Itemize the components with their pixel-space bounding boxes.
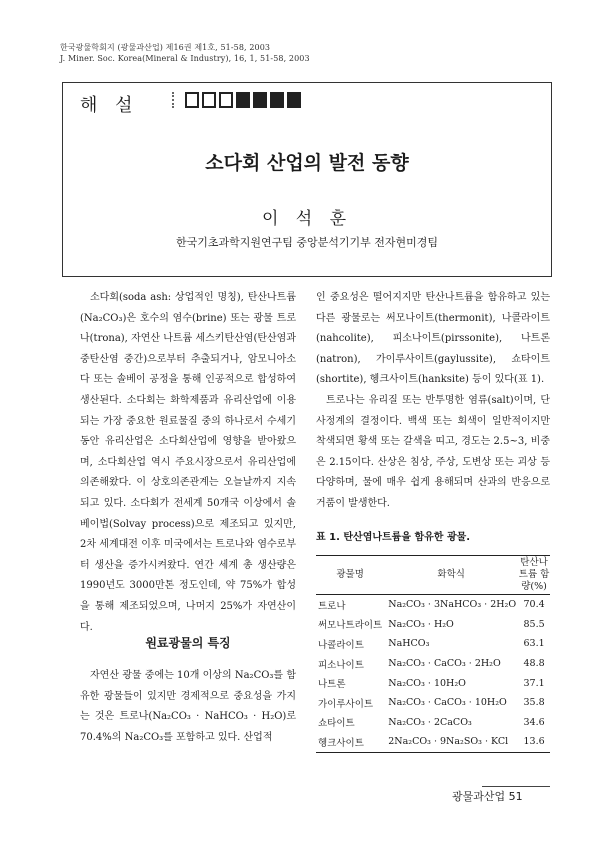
paragraph-intro: 소다회(soda ash: 상업적인 명칭), 탄산나트륨(Na₂CO₃)은 호수의 염수(brine) 또는 광물 트로나(trona), 자연산 나트륨 세스키탄산염(탄산염과 중탄산염 중간)으로부터 추출되거나, 암모니아소다 또는 솔베이 공정을 통해 인공적으로 합성하여 생산된다. 소다회는 화학제품과 유리산업에 이용되는 가장 중요한 원료물질 중의 하나로서 수세기 동안 유리산업은 소다회산업에 영향을 받아왔으며, 소다회산업 역시 주요시장으로서 유리산업에 의존해왔다. 이 상호의존관계는 오늘날까지 지속되고 있다. 소다회가 전세계 50개국 이상에서 솔베이법(Solvay process)으로 제조되고 있지만, 2차 세계대전 이후 미국에서는 트로나와 염수로부터 생산을 증가시켜왔다. 연간 세계 총 생산량은 1990년도 3000만톤 정도인데, 약 75%가 합성을 통해 제조되었으며, 나머지 25%가 자연산이다.: [80, 292, 296, 633]
author-name: 이 석 훈: [261, 209, 353, 229]
table-caption: 표 1. 탄산염나트륨을 함유한 광물.: [316, 532, 471, 543]
body-column-right: [316, 288, 550, 515]
journal-citation-korean: 한국광물학회지 (광물과산업) 제16권 제1호, 51-58, 2003: [60, 43, 271, 52]
table-row: [316, 595, 550, 615]
table-row: [316, 713, 550, 733]
mineral-formula: Na₂CO₃ · 2CaCO₃: [388, 716, 472, 728]
mineral-name: 나콜라이트: [318, 639, 364, 651]
table-row: [316, 732, 550, 752]
mineral-name: 트로나: [318, 600, 346, 612]
mineral-formula: NaHCO₃: [388, 638, 430, 650]
mineral-formula: Na₂CO₃ · 10H₂O: [388, 677, 466, 689]
mineral-percent: 70.4: [523, 599, 545, 611]
paragraph-other-minerals: 인 중요성은 떨어지지만 탄산나트륨을 함유하고 있는 다른 광물로는 써모나이트(thermonit), 나콜라이트(nahcolite), 피소나이트(pirssonite), 나트론(natron), 가이루사이트(gaylussite), 쇼타이트(shortite), 헹크사이트(hanksite) 등이 있다(표 1).: [316, 292, 550, 386]
mineral-table: [316, 555, 550, 753]
mineral-formula: Na₂CO₃ · H₂O: [388, 618, 454, 630]
mineral-percent: 63.1: [523, 638, 545, 650]
mineral-percent: 35.8: [523, 697, 545, 709]
section-heading: 원료광물의 특징: [145, 636, 231, 650]
mineral-formula: Na₂CO₃ · 3NaHCO₃ · 2H₂O: [388, 599, 517, 611]
mineral-percent: 85.5: [523, 618, 545, 630]
mineral-percent: 37.1: [523, 677, 545, 689]
table-row: [316, 673, 550, 693]
author-affiliation: 한국기초과학지원연구팀 중앙분석기기부 전자현미경팀: [175, 236, 438, 249]
mineral-name: 피소나이트: [318, 659, 364, 671]
table-header-percent: 탄산나트륨 함량(%): [518, 556, 550, 595]
section-label: 해 설: [80, 95, 139, 116]
table-row: [316, 634, 550, 654]
journal-citation-english: J. Miner. Soc. Korea(Mineral & Industry), 16, 1, 51-58, 2003: [60, 54, 310, 63]
mineral-formula: Na₂CO₃ · CaCO₃ · 10H₂O: [388, 697, 507, 709]
page-footer: 광물과산업 51: [452, 790, 523, 803]
body-column-left-bottom: [80, 666, 296, 748]
mineral-name: 쇼타이트: [318, 718, 355, 730]
table-row: [316, 615, 550, 635]
body-column-left-top: [80, 288, 296, 638]
mineral-name: 써모나트라이트: [318, 620, 383, 632]
paragraph-trona: 트로나는 유리질 또는 반투명한 염류(salt)이며, 단사정계의 결정이다. 백색 또는 회색이 일반적이지만 착색되면 황색 또는 갈색을 띠고, 경도는 2.5~3, 비중은 2.15이다. 산상은 침상, 주상, 도변상 또는 괴상 등 다양하며, 물에 매우 쉽게 용해되며 산과의 반응으로 거품이 발생한다.: [316, 394, 550, 509]
mineral-formula: Na₂CO₃ · CaCO₃ · 2H₂O: [388, 658, 501, 670]
decorative-squares: [172, 92, 301, 108]
table-row: [316, 693, 550, 713]
mineral-name: 나트론: [318, 679, 346, 691]
mineral-percent: 48.8: [523, 658, 545, 670]
article-title: 소다회 산업의 발전 동향: [205, 152, 409, 174]
mineral-name: 가이루사이트: [318, 698, 374, 710]
table-header-name: 광물명: [316, 556, 384, 595]
table-header-formula: 화학식: [384, 556, 518, 595]
mineral-name: 헹크사이트: [316, 732, 384, 752]
footer-rule: [482, 786, 550, 787]
mineral-percent: 34.6: [523, 716, 545, 728]
table-row: [316, 654, 550, 674]
mineral-percent: 13.6: [518, 732, 550, 752]
mineral-formula: 2Na₂CO₃ · 9Na₂SO₃ · KCl: [384, 732, 518, 752]
paragraph-minerals: 자연산 광물 중에는 10개 이상의 Na₂CO₃를 함유한 광물들이 있지만 경제적으로 중요성을 가지는 것은 트로나(Na₂CO₃ · NaHCO₃ · H₂O)로 70.4%의 Na₂CO₃를 포함하고 있다. 산업적: [80, 670, 296, 743]
